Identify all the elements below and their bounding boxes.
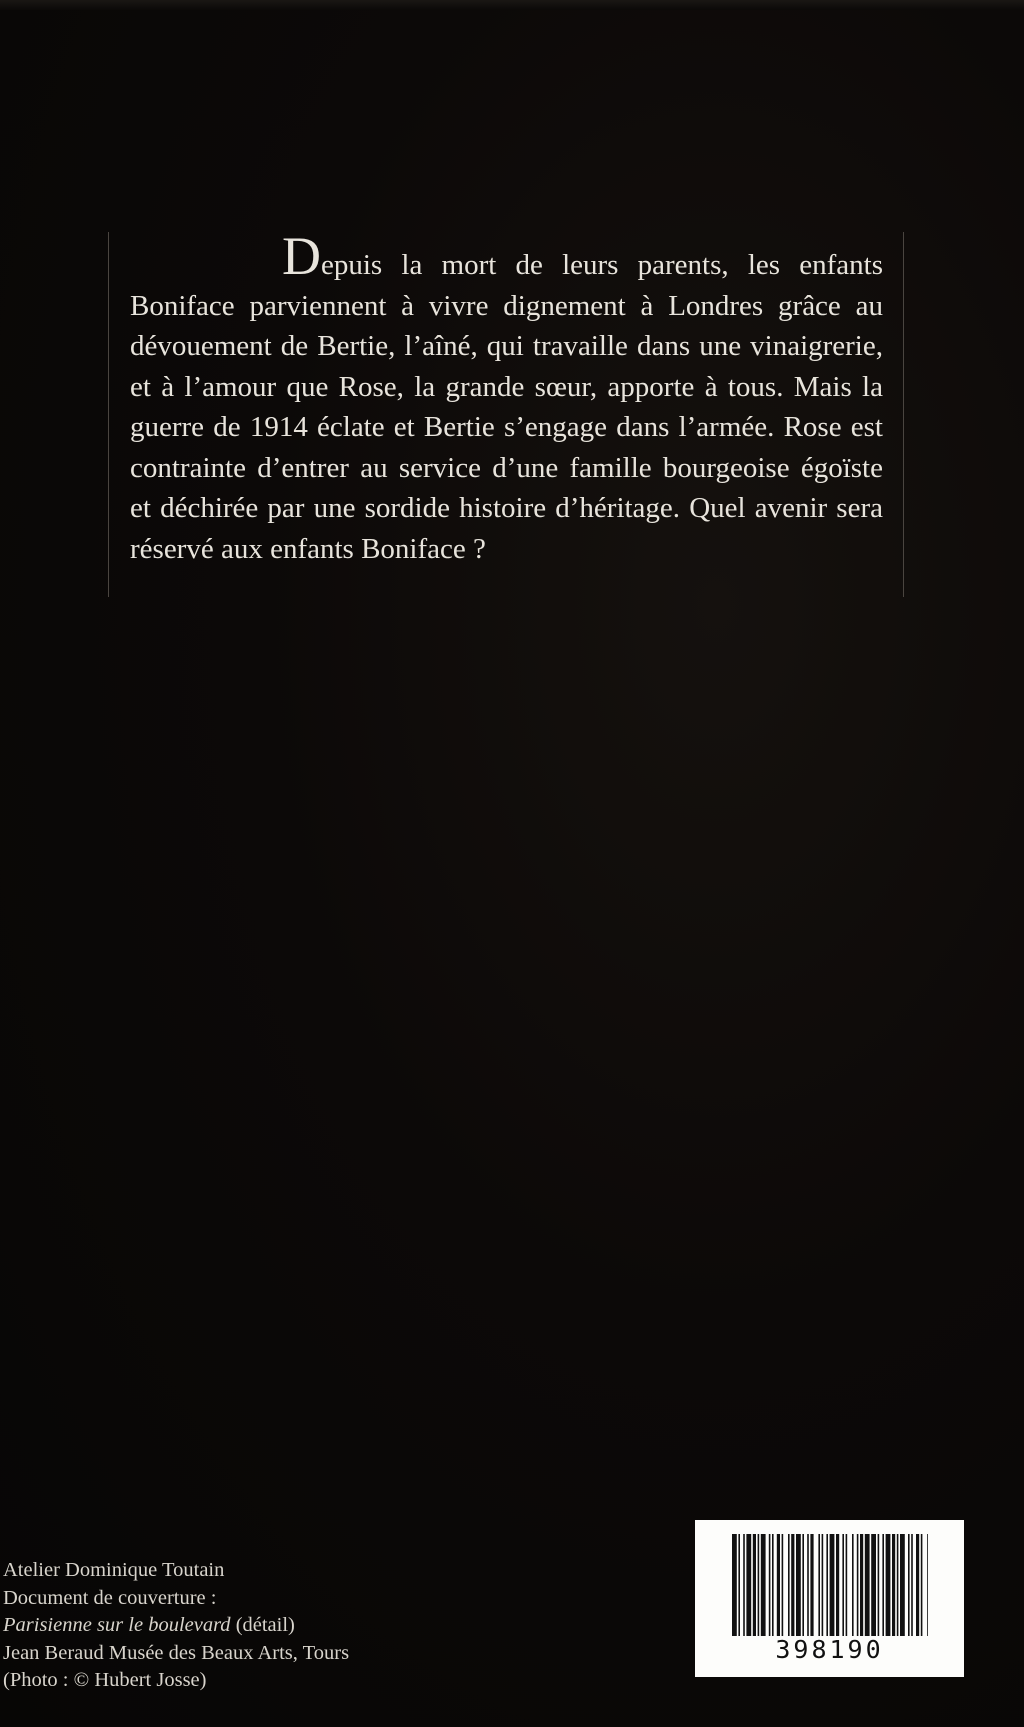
barcode-bar (860, 1534, 863, 1636)
barcode-bar (897, 1534, 899, 1636)
painting-title: Parisienne sur le boulevard (3, 1614, 231, 1636)
barcode-bar (927, 1534, 928, 1636)
barcode-bar (921, 1534, 923, 1636)
barcode (695, 1520, 964, 1677)
barcode-bar (882, 1534, 884, 1636)
barcode-bar (908, 1534, 910, 1636)
barcode-bar (810, 1534, 813, 1636)
barcode-bar (886, 1534, 891, 1636)
barcode-bar (911, 1534, 913, 1636)
barcode-bar (830, 1534, 835, 1636)
barcode-bar (777, 1534, 780, 1636)
painting-detail: (détail) (230, 1614, 295, 1636)
barcode-bar (865, 1534, 870, 1636)
drop-cap: D (282, 226, 321, 286)
top-edge (0, 0, 1024, 10)
barcode-bar (738, 1534, 740, 1636)
barcode-bar (761, 1534, 766, 1636)
barcode-bar (916, 1534, 919, 1636)
blurb-text: epuis la mort de leurs parents, les enfants Boniface parviennent à vivre dignement à Londres grâce au dévouement de Bertie, l’aîné, qui travaille dans une vinaigrerie, et à l’amour que Rose, la grande sœur, apporte à tous. Mais la guerre de 1914 éclate et Bertie s’engage dans l’armée. Rose est contrainte d’entrer au service d’une famille bourgeoise égoïste et déchirée par une sordide histoire d’héritage. Quel avenir sera réservé aux enfants Boniface ? (130, 249, 883, 565)
back-cover-blurb (130, 226, 883, 569)
barcode-bar (796, 1534, 801, 1636)
barcode-bar (732, 1534, 737, 1636)
barcode-bar (846, 1534, 848, 1636)
barcode-bar (758, 1534, 760, 1636)
credit-cover-document: Document de couverture : (3, 1586, 217, 1609)
barcode-bar (807, 1534, 809, 1636)
barcode-bar (878, 1534, 880, 1636)
barcode-bar (818, 1534, 820, 1636)
barcode-bar (743, 1534, 745, 1636)
barcode-bar (772, 1534, 774, 1636)
barcode-bars (732, 1534, 928, 1636)
barcode-bar (900, 1534, 905, 1636)
barcode-bar (788, 1534, 790, 1636)
barcode-bar (892, 1534, 895, 1636)
barcode-bar (842, 1534, 844, 1636)
barcode-bar (782, 1534, 784, 1636)
barcode-bar (826, 1534, 828, 1636)
barcode-bar (857, 1534, 859, 1636)
barcode-bar (802, 1534, 804, 1636)
barcode-bar (852, 1534, 854, 1636)
barcode-bar (769, 1534, 771, 1636)
barcode-bar (791, 1534, 794, 1636)
credit-artist-museum: Jean Beraud Musée des Beaux Arts, Tours (3, 1641, 350, 1664)
barcode-bar (871, 1534, 876, 1636)
barcode-bar (836, 1534, 839, 1636)
credit-painting (3, 1612, 349, 1640)
credit-photo: (Photo : © Hubert Josse) (3, 1669, 207, 1691)
barcode-bar (822, 1534, 824, 1636)
cover-credits (3, 1557, 349, 1695)
barcode-bar (746, 1534, 751, 1636)
barcode-bar (753, 1534, 756, 1636)
barcode-number: 398190 (775, 1635, 884, 1664)
credit-studio: Atelier Dominique Toutain (3, 1559, 225, 1581)
